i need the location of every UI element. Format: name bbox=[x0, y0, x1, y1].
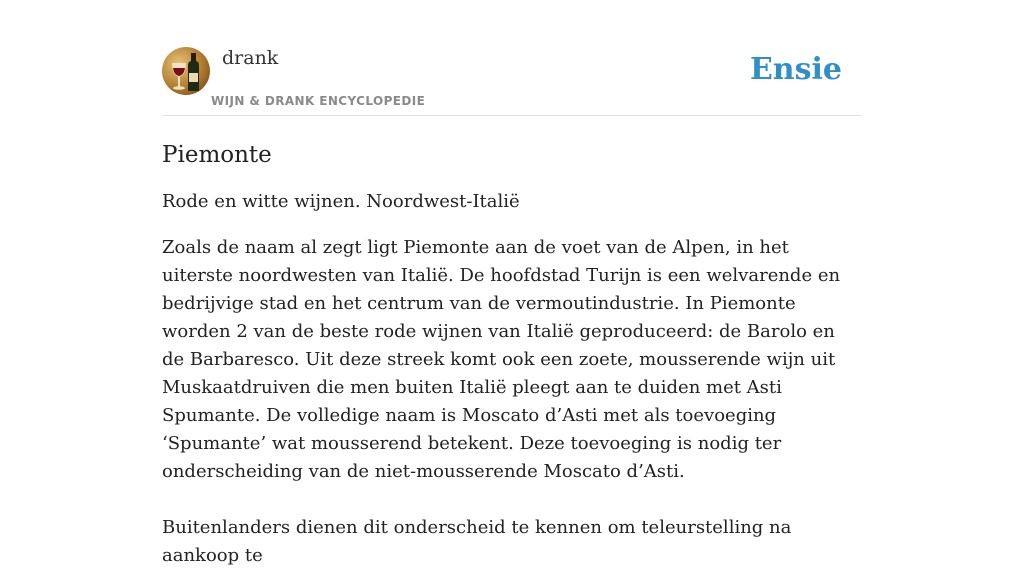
article-subtitle: Rode en witte wijnen. Noordwest-Italië bbox=[162, 191, 520, 212]
site-name[interactable]: drank bbox=[222, 47, 279, 69]
brand-logo[interactable]: Ensie bbox=[749, 52, 842, 87]
page-title: Piemonte bbox=[162, 142, 272, 168]
wine-bottle-glass-icon bbox=[162, 47, 210, 95]
article-paragraph: Buitenlanders dienen dit onderscheid te kennen om teleurstelling na aankoop te bbox=[162, 517, 792, 566]
site-subtitle[interactable]: WIJN & DRANK ENCYCLOPEDIE bbox=[211, 94, 426, 108]
article bbox=[162, 138, 862, 570]
avatar[interactable] bbox=[162, 47, 210, 95]
article-paragraph: Zoals de naam al zegt ligt Piemonte aan de voet van de Alpen, in het uiterste noordwesten van Italië. De hoofdstad Turijn is een welvarende en bedrijvige stad en het centrum van de vermoutindustrie. In Piemonte worden 2 van de beste rode wijnen van Italië geproduceerd: de Barolo en de Barbaresco. Uit deze streek komt ook een zoete, mousserende wijn uit Muskaatdruiven die men buiten Italië pleegt aan te duiden met Asti Spumante. De volledige naam is Moscato d’Asti met als toevoeging ‘Spumante’ wat mousserend betekent. Deze toevoeging is nodig ter onderscheiding van de niet-mousserende Moscato d’Asti. bbox=[162, 237, 841, 482]
site-header bbox=[162, 44, 862, 116]
